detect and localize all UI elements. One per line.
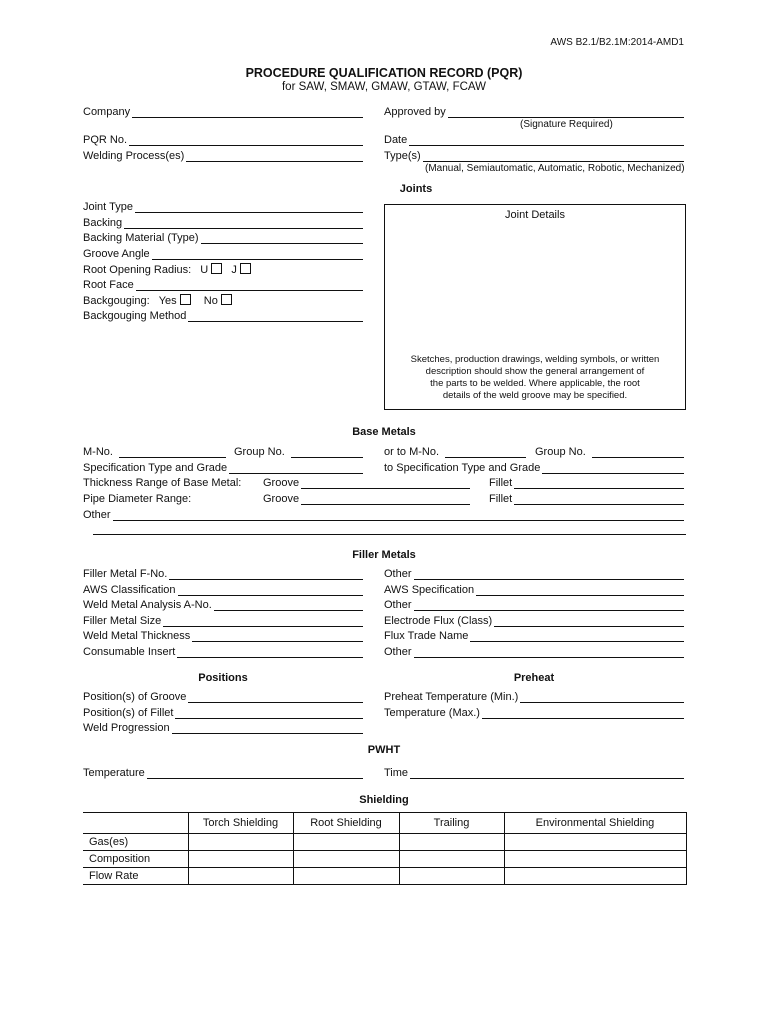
filler-metals-heading: Filler Metals [352,549,416,561]
backgouging-no-checkbox[interactable] [221,294,232,305]
filler-left-field[interactable] [83,630,363,642]
date-field[interactable] [384,134,684,146]
shielding-cell[interactable] [399,868,504,885]
filler-right-field[interactable] [384,615,684,627]
joints-heading: Joints [399,183,433,195]
filler-right-field[interactable] [384,646,684,658]
filler-right-label: Other [384,646,412,658]
spec-type-grade-label: Specification Type and Grade [83,462,228,474]
backgouging-yes-checkbox[interactable] [180,294,191,305]
spec-type-grade-field[interactable] [83,462,363,474]
weld-progression-field[interactable] [83,722,363,734]
shielding-cell[interactable] [504,834,686,851]
filler-left-label: Weld Metal Thickness [83,630,191,642]
group-no-2-label: Group No. [535,446,586,458]
filler-left-field[interactable] [83,568,363,580]
pipe-fillet-field[interactable] [489,493,684,505]
pwht-temperature-label: Temperature [83,767,145,779]
joint-details-line: the parts to be welded. Where applicable, the root [430,378,640,389]
filler-right-field[interactable] [384,599,684,611]
pwht-temperature-field[interactable] [83,767,363,779]
shielding-cell[interactable] [399,834,504,851]
thickness-fillet-label: Fillet [489,477,513,489]
welding-process-label: Welding Process(es) [83,150,185,162]
root-face-field[interactable] [83,279,363,291]
filler-right-label: Other [384,568,412,580]
thickness-fillet-field[interactable] [489,477,684,489]
shielding-corner-cell [83,813,188,834]
backing-label: Backing [83,217,123,229]
root-u-label: U [200,264,209,276]
shielding-cell[interactable] [293,851,399,868]
to-spec-type-grade-label: to Specification Type and Grade [384,462,541,474]
shielding-column-header: Root Shielding [293,813,399,834]
backgouging-no-label: No [203,295,218,307]
root-opening-label: Root Opening Radius: [83,264,192,276]
preheat-max-label: Temperature (Max.) [384,707,480,719]
group-no-label: Group No. [234,446,285,458]
filler-right-label: Flux Trade Name [384,630,469,642]
root-j-label: J [231,264,237,276]
root-opening-row [83,263,255,276]
pipe-fillet-label: Fillet [489,493,513,505]
thickness-range-label: Thickness Range of Base Metal: [83,477,242,489]
shielding-table [83,812,687,885]
joint-details-line: Sketches, production drawings, welding symbols, or written [410,354,660,365]
filler-left-label: AWS Classification [83,584,176,596]
shielding-cell[interactable] [188,868,293,885]
shielding-header-row [83,813,686,834]
position-groove-field[interactable] [83,691,363,703]
form-title: PROCEDURE QUALIFICATION RECORD (PQR) [245,66,523,80]
m-no-field[interactable] [83,446,226,458]
document-reference: AWS B2.1/B2.1M:2014-AMD1 [550,37,684,48]
filler-right-field[interactable] [384,568,684,580]
filler-left-label: Filler Metal F-No. [83,568,168,580]
filler-right-field[interactable] [384,584,684,596]
backing-material-field[interactable] [83,232,363,244]
shielding-row-label: Flow Rate [83,868,188,885]
date-label: Date [384,134,408,146]
shielding-heading: Shielding [359,794,409,806]
joint-details-line: description should show the general arrangement of [425,366,645,377]
group-no-2-field[interactable] [535,446,684,458]
preheat-min-field[interactable] [384,691,684,703]
groove-angle-label: Groove Angle [83,248,150,260]
joint-details-title: Joint Details [505,209,565,221]
filler-left-field[interactable] [83,599,363,611]
types-field[interactable] [384,150,684,162]
backgouging-yes-label: Yes [158,295,177,307]
welding-process-field[interactable] [83,150,363,162]
shielding-row-label: Composition [83,851,188,868]
form-subtitle: for SAW, SMAW, GMAW, GTAW, FCAW [281,81,487,93]
preheat-min-label: Preheat Temperature (Min.) [384,691,519,703]
table-row [83,868,686,885]
filler-right-label: Electrode Flux (Class) [384,615,493,627]
base-other-label: Other [83,509,111,521]
thickness-groove-field[interactable] [263,477,470,489]
types-note: (Manual, Semiautomatic, Automatic, Robotic, Mechanized) [425,163,685,174]
joint-details-line: details of the weld groove may be specified. [442,390,628,401]
joint-type-field[interactable] [83,201,363,213]
position-fillet-label: Position(s) of Fillet [83,707,174,719]
backgouging-method-label: Backgouging Method [83,310,187,322]
approved-by-label: Approved by [384,106,446,118]
pipe-diameter-label: Pipe Diameter Range: [83,493,192,505]
shielding-cell[interactable] [504,851,686,868]
m-no-label: M-No. [83,446,113,458]
shielding-column-header: Trailing [399,813,504,834]
to-spec-type-grade-field[interactable] [384,462,684,474]
filler-left-field[interactable] [83,646,363,658]
filler-left-field[interactable] [83,615,363,627]
pwht-heading: PWHT [367,744,401,756]
pipe-groove-field[interactable] [263,493,470,505]
shielding-cell[interactable] [293,868,399,885]
position-groove-label: Position(s) of Groove [83,691,187,703]
shielding-cell[interactable] [504,868,686,885]
position-fillet-field[interactable] [83,707,363,719]
backing-field[interactable] [83,217,363,229]
groove-angle-field[interactable] [83,248,363,260]
joint-type-label: Joint Type [83,201,133,213]
preheat-max-field[interactable] [384,707,684,719]
pqr-no-field[interactable] [83,134,363,146]
shielding-cell[interactable] [188,851,293,868]
filler-left-label: Consumable Insert [83,646,176,658]
backgouging-row [83,294,236,307]
root-u-checkbox[interactable] [211,263,222,274]
company-label: Company [83,106,131,118]
root-j-checkbox[interactable] [240,263,251,274]
joint-details-box[interactable] [384,204,686,410]
filler-right-label: Other [384,599,412,611]
table-row [83,851,686,868]
shielding-column-header: Environmental Shielding [504,813,686,834]
preheat-heading: Preheat [513,672,555,684]
base-metals-heading: Base Metals [352,426,416,438]
company-field[interactable] [83,106,363,118]
or-to-m-no-field[interactable] [384,446,526,458]
shielding-row-label: Gas(es) [83,834,188,851]
joint-details-description [385,354,685,402]
thickness-groove-label: Groove [263,477,300,489]
pwht-time-field[interactable] [384,767,684,779]
base-other-continuation-line[interactable] [93,534,686,535]
pipe-groove-label: Groove [263,493,300,505]
weld-progression-label: Weld Progression [83,722,170,734]
approved-by-field[interactable] [384,106,684,118]
base-other-field[interactable] [83,509,684,521]
positions-heading: Positions [198,672,248,684]
pqr-no-label: PQR No. [83,134,128,146]
shielding-cell[interactable] [293,834,399,851]
group-no-field[interactable] [234,446,363,458]
shielding-cell[interactable] [188,834,293,851]
filler-right-field[interactable] [384,630,684,642]
backgouging-method-field[interactable] [83,310,363,322]
filler-right-label: AWS Specification [384,584,475,596]
filler-left-label: Weld Metal Analysis A-No. [83,599,212,611]
signature-note: (Signature Required) [520,119,613,130]
backing-material-label: Backing Material (Type) [83,232,199,244]
shielding-column-header: Torch Shielding [188,813,293,834]
backgouging-label: Backgouging: [83,295,150,307]
or-to-m-no-label: or to M-No. [384,446,440,458]
filler-left-field[interactable] [83,584,363,596]
pwht-time-label: Time [384,767,409,779]
root-face-label: Root Face [83,279,134,291]
types-label: Type(s) [384,150,421,162]
filler-left-label: Filler Metal Size [83,615,162,627]
table-row [83,834,686,851]
shielding-cell[interactable] [399,851,504,868]
